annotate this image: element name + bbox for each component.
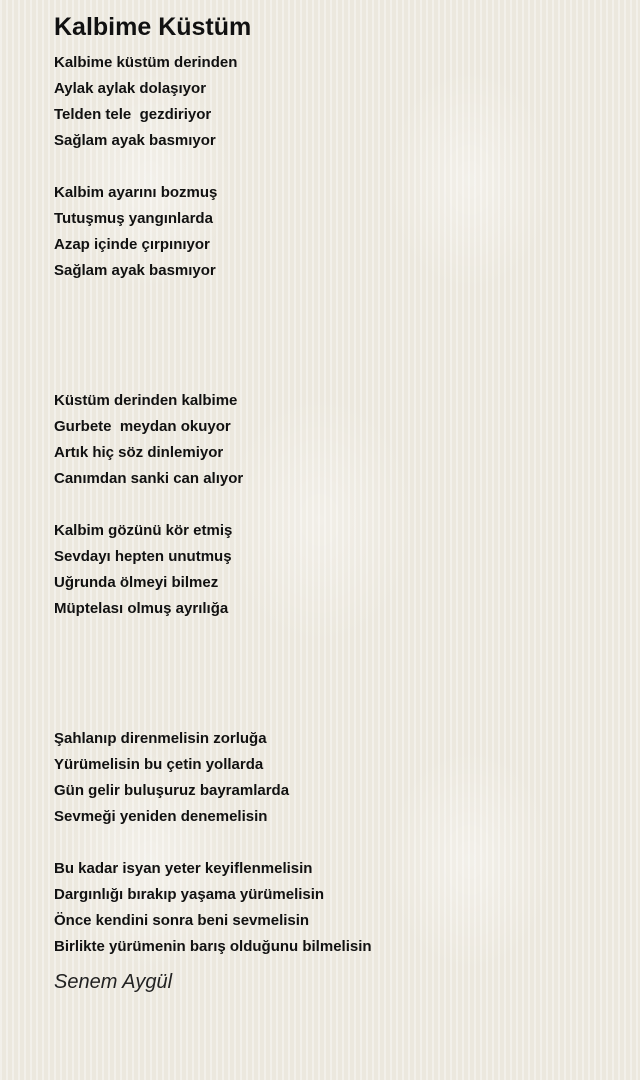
poem-line: Müptelası olmuş ayrılığa bbox=[54, 600, 229, 617]
poem-line: Canımdan sanki can alıyor bbox=[54, 470, 244, 487]
section-gap bbox=[54, 622, 614, 726]
poem-line: Şahlanıp direnmelisin zorluğa bbox=[54, 730, 267, 747]
stanza-gap bbox=[54, 154, 614, 180]
stanza-6 bbox=[54, 856, 614, 960]
poem-line: Sevdayı hepten unutmuş bbox=[54, 548, 232, 565]
poem-title: Kalbime Küstüm bbox=[54, 13, 252, 41]
poem-line: Sağlam ayak basmıyor bbox=[54, 132, 216, 149]
poem-line: Yürümelisin bu çetin yollarda bbox=[54, 756, 264, 773]
poem-line: Artık hiç söz dinlemiyor bbox=[54, 444, 224, 461]
poem-line: Kalbime küstüm derinden bbox=[54, 54, 238, 71]
poem-line: Kalbim ayarını bozmuş bbox=[54, 184, 218, 201]
poem-line: Gurbete meydan okuyor bbox=[54, 418, 231, 435]
poem-line: Birlikte yürümenin barış olduğunu bilmelisin bbox=[54, 938, 372, 955]
stanza-4 bbox=[54, 518, 614, 622]
stanza-2 bbox=[54, 180, 614, 284]
poem-line: Sevmeği yeniden denemelisin bbox=[54, 808, 268, 825]
poem-page bbox=[54, 10, 614, 996]
poem-line: Aylak aylak dolaşıyor bbox=[54, 80, 207, 97]
poem-line: Uğrunda ölmeyi bilmez bbox=[54, 574, 219, 591]
poem-line: Kalbim gözünü kör etmiş bbox=[54, 522, 233, 539]
stanza-gap bbox=[54, 830, 614, 856]
poem-author: Senem Aygül bbox=[54, 971, 173, 993]
poem-line: Tutuşmuş yangınlarda bbox=[54, 210, 213, 227]
poem-line: Azap içinde çırpınıyor bbox=[54, 236, 210, 253]
poem-line: Gün gelir buluşuruz bayramlarda bbox=[54, 782, 290, 799]
poem-line: Bu kadar isyan yeter keyiflenmelisin bbox=[54, 860, 313, 877]
poem-line: Dargınlığı bırakıp yaşama yürümelisin bbox=[54, 886, 325, 903]
stanza-1 bbox=[54, 50, 614, 154]
poem-line: Önce kendini sonra beni sevmelisin bbox=[54, 912, 310, 929]
poem-line: Sağlam ayak basmıyor bbox=[54, 262, 216, 279]
poem-line: Telden tele gezdiriyor bbox=[54, 106, 212, 123]
stanza-5 bbox=[54, 726, 614, 830]
section-gap bbox=[54, 284, 614, 388]
stanza-gap bbox=[54, 492, 614, 518]
poem-line: Küstüm derinden kalbime bbox=[54, 392, 238, 409]
stanza-3 bbox=[54, 388, 614, 492]
